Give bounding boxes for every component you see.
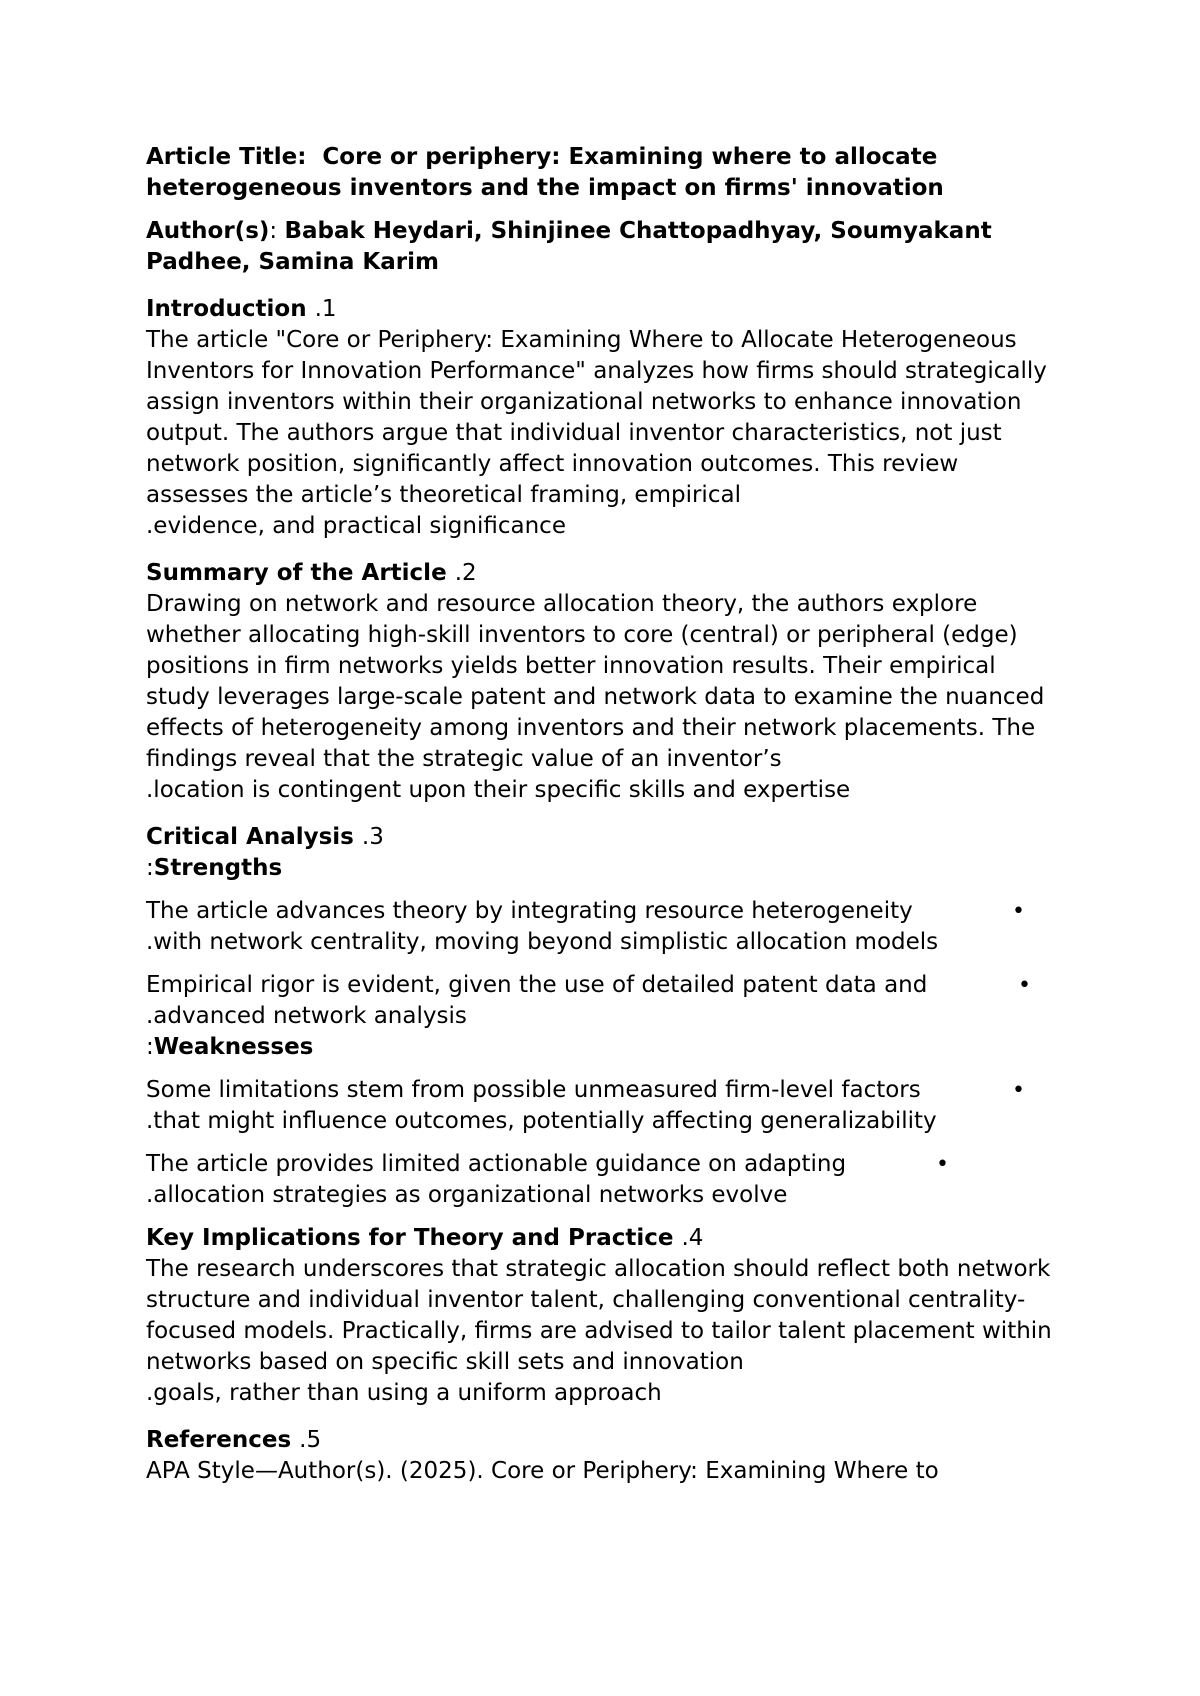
list-item-line1: Some limitations stem from possible unmeasured firm-level factors [146,1077,921,1103]
list-item-line1: The article advances theory by integrating resource heterogeneity [146,898,913,924]
list-item-line2: .that might influence outcomes, potentially affecting generalizability [146,1108,937,1134]
section-heading-implications [146,1223,1066,1254]
article-title-text: Core or periphery: Examining where to allocate heterogeneous inventors and the impact on firms' innovation [146,144,944,201]
weaknesses-label: Weaknesses [153,1034,314,1060]
bullet-icon: • [936,1152,949,1177]
list-item-line1: Empirical rigor is evident, given the use of detailed patent data and [146,972,928,998]
list-item-line1: The article provides limited actionable guidance on adapting [146,1151,847,1177]
section-title: Critical Analysis [146,824,354,850]
introduction-paragraph [146,325,1066,542]
paragraph-last-line: .goals, rather than using a uniform approach [146,1380,662,1406]
authors-label: Author(s) [146,218,270,244]
section-heading-introduction [146,294,1066,325]
section-heading-summary [146,558,1066,589]
paragraph-text: The research underscores that strategic allocation should reflect both network structure and individual inventor talent, challenging conventional centrality-focused models. Practically, firms are advised to tailor talent placement within networks based on specific skill sets and innovation [146,1256,1052,1375]
authors-colon: : [269,218,278,244]
section-number: .3 [361,824,384,850]
list-item [146,1149,956,1211]
section-title: References [146,1427,292,1453]
section-heading-references [146,1425,1066,1456]
paragraph-text: Drawing on network and resource allocation theory, the authors explore whether allocating high-skill inventors to core (central) or peripheral (edge) positions in firm networks yields better innovation results. Their empirical study leverages large-scale patent and network data to examine the nuanced effects of heterogeneity among inventors and their network placements. The findings reveal that the strategic value of an inventor’s [146,591,1045,772]
list-item [146,970,1036,1032]
weaknesses-colon: : [146,1034,154,1060]
summary-paragraph [146,589,1066,806]
paragraph-text: The article "Core or Periphery: Examining Where to Allocate Heterogeneous Inventors for Innovation Performance" analyzes how firms should strategically assign inventors within their organizational networks to enhance innovation output. The authors argue that individual inventor characteristics, not just network position, significantly affect innovation outcomes. This review assesses the article’s theoretical framing, empirical [146,327,1047,508]
section-title: Key Implications for Theory and Practice [146,1225,674,1251]
bullet-icon: • [1012,1078,1025,1103]
authors-names: Babak Heydari, Shinjinee Chattopadhyay, Soumyakant Padhee, Samina Karim [146,218,992,275]
list-item-line2: .allocation strategies as organizational networks evolve [146,1182,788,1208]
list-item [146,896,1026,958]
section-number: .5 [299,1427,322,1453]
paragraph-last-line: .location is contingent upon their specific skills and expertise [146,777,851,803]
paragraph-last-line: .evidence, and practical significance [146,513,566,539]
list-item-line2: .advanced network analysis [146,1003,467,1029]
document-body [146,142,1066,1503]
implications-paragraph [146,1254,1066,1409]
article-title-label: Article Title: [146,144,307,170]
strengths-colon: : [146,855,154,881]
bullet-icon: • [1012,899,1025,924]
section-title: Introduction [146,296,307,322]
article-title [146,142,1066,204]
section-heading-critical-analysis [146,822,1066,853]
section-title: Summary of the Article [146,560,447,586]
weaknesses-subheading [146,1032,1066,1063]
section-number: .1 [314,296,337,322]
references-paragraph [146,1456,1066,1487]
strengths-subheading [146,853,1066,884]
list-item-line2: .with network centrality, moving beyond simplistic allocation models [146,929,939,955]
section-number: .4 [681,1225,704,1251]
paragraph-text: APA Style—Author(s). (2025). Core or Periphery: Examining Where to [146,1458,939,1484]
section-number: .2 [454,560,477,586]
bullet-icon: • [1018,973,1031,998]
list-item [146,1075,1026,1137]
article-authors [146,216,1066,278]
strengths-label: Strengths [153,855,283,881]
